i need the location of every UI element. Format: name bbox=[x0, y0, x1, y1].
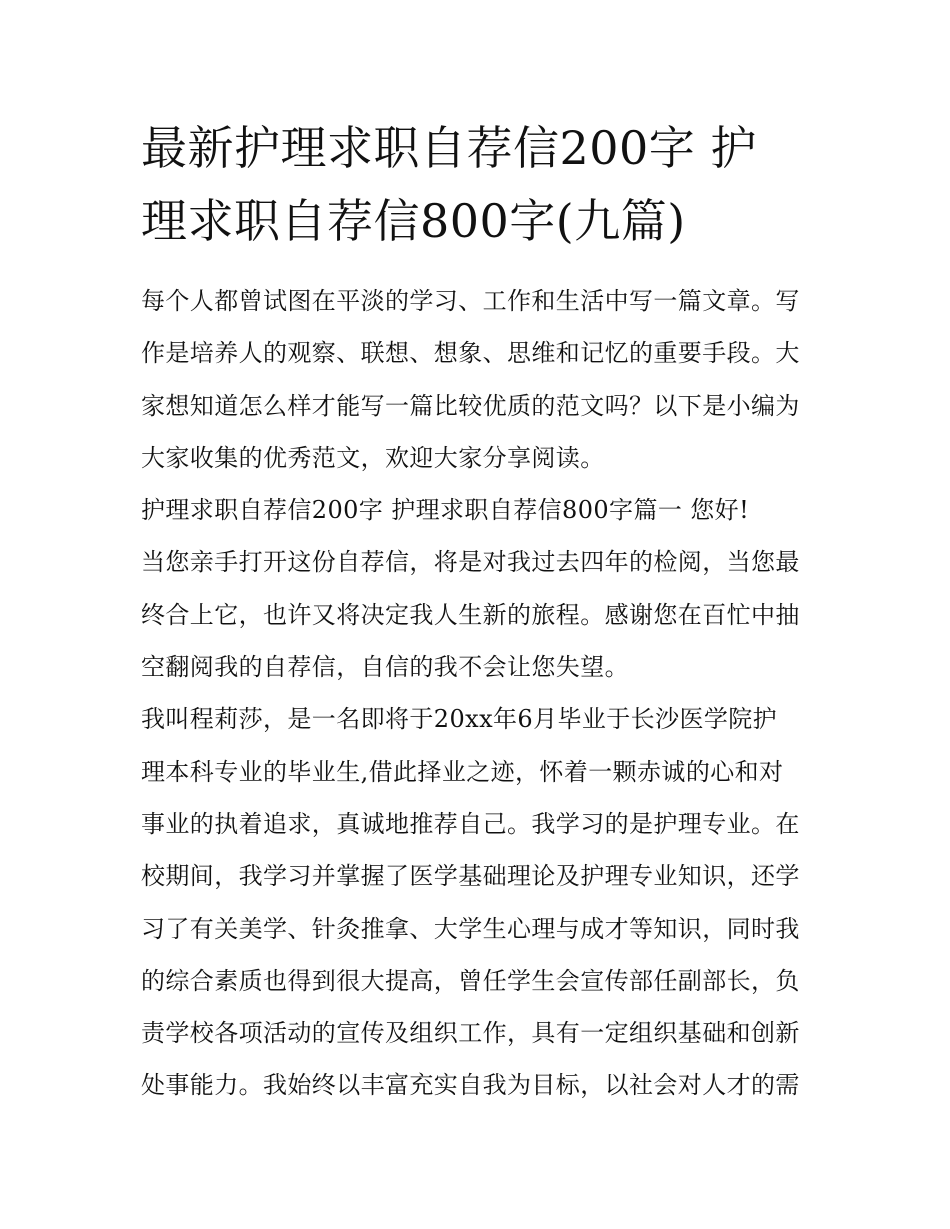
title-line-1: 最新护理求职自荐信200字 护 bbox=[141, 121, 757, 175]
body-line: 理本科专业的毕业生,借此择业之迹，怀着一颗赤诚的心和对 bbox=[141, 757, 784, 786]
body-line: 责学校各项活动的宣传及组织工作，具有一定组织基础和创新 bbox=[141, 1019, 800, 1048]
body-line: 当您亲手打开这份自荐信，将是对我过去四年的检阅，当您最 bbox=[141, 548, 800, 577]
body-line: 作是培养人的观察、联想、想象、思维和记忆的重要手段。大 bbox=[141, 339, 800, 368]
body-line: 每个人都曾试图在平淡的学习、工作和生活中写一篇文章。写 bbox=[141, 287, 800, 315]
body-line: 大家收集的优秀范文，欢迎大家分享阅读。 bbox=[141, 443, 605, 472]
body-line: 空翻阅我的自荐信，自信的我不会让您失望。 bbox=[141, 653, 629, 682]
body-line: 我叫程莉莎，是一名即将于20xx年6月毕业于长沙医学院护 bbox=[141, 705, 778, 734]
body-line: 终合上它，也许又将决定我人生新的旅程。感谢您在百忙中抽 bbox=[141, 600, 800, 629]
document-body bbox=[141, 279, 821, 1116]
body-line: 的综合素质也得到很大提高，曾任学生会宣传部任副部长，负 bbox=[141, 966, 800, 995]
title-line-2: 理求职自荐信800字(九篇) bbox=[141, 194, 686, 248]
body-line: 习了有关美学、针灸推拿、大学生心理与成才等知识，同时我 bbox=[141, 914, 800, 943]
body-line: 家想知道怎么样才能写一篇比较优质的范文吗？以下是小编为 bbox=[141, 391, 800, 420]
section-heading-line: 护理求职自荐信200字 护理求职自荐信800字篇一 您好! bbox=[141, 496, 750, 525]
document-title bbox=[141, 112, 821, 258]
body-line: 校期间，我学习并掌握了医学基础理论及护理专业知识，还学 bbox=[141, 862, 800, 891]
body-line: 处事能力。我始终以丰富充实自我为目标，以社会对人才的需 bbox=[141, 1071, 800, 1100]
body-line: 事业的执着追求，真诚地推荐自己。我学习的是护理专业。在 bbox=[141, 809, 800, 838]
